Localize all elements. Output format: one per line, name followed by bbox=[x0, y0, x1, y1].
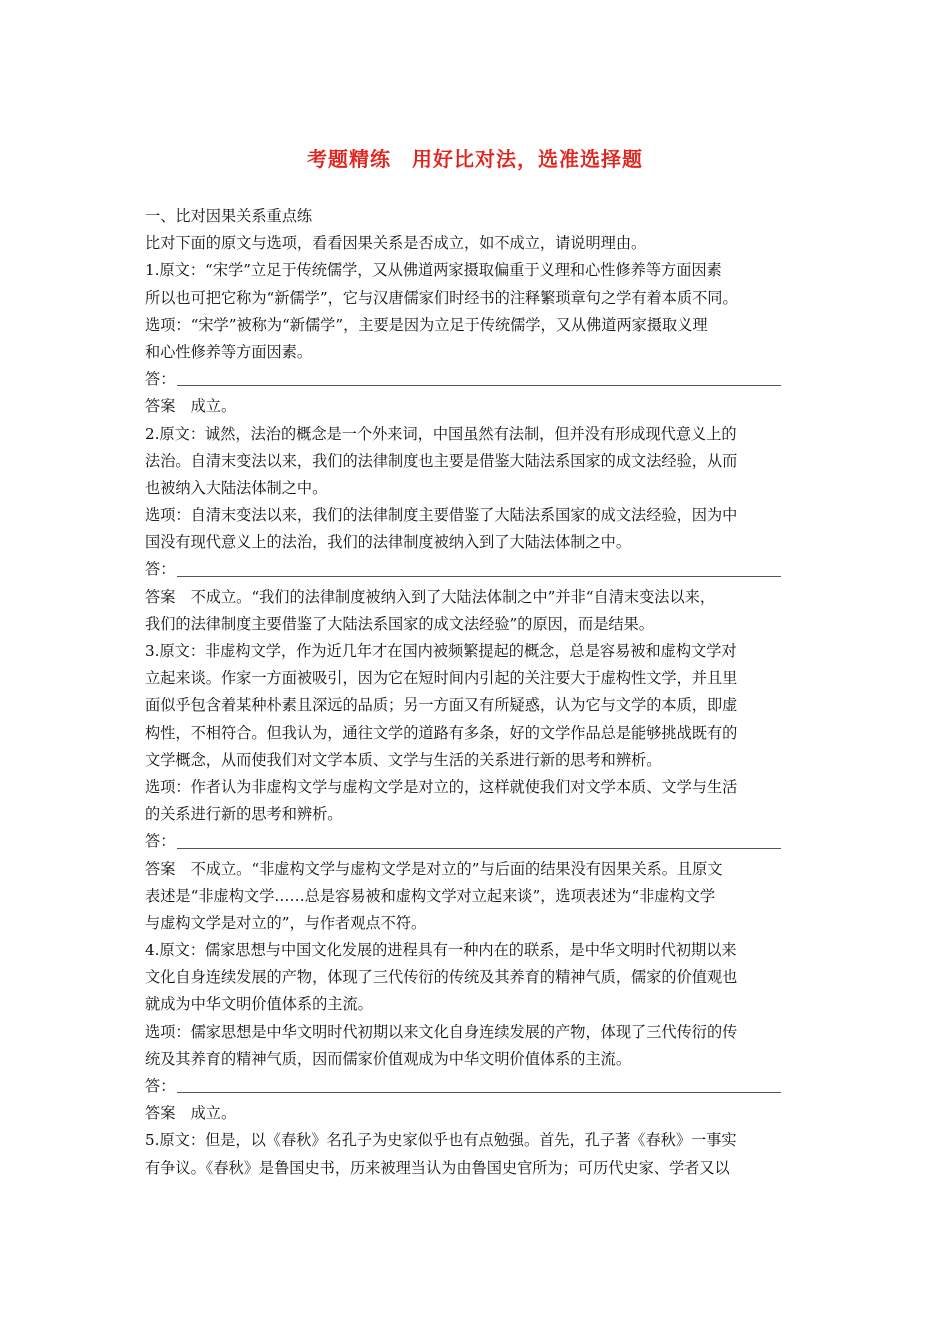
question-list bbox=[145, 257, 815, 1181]
option-text-line: 的关系进行新的思考和辨析。 bbox=[145, 805, 343, 824]
original-text-line: 1.原文：“宋学”立足于传统儒学，又从佛道两家摄取偏重于义理和心性修养等方面因素 bbox=[145, 261, 722, 280]
question-block bbox=[145, 1127, 815, 1181]
answer-blank[interactable] bbox=[145, 828, 815, 855]
answer-prefix: 答： bbox=[145, 560, 176, 579]
answer-underline[interactable] bbox=[177, 385, 781, 386]
answer-key-line: 表述是“非虚构文学……总是容易被和虚构文学对立起来谈”，选项表述为“非虚构文学 bbox=[145, 886, 716, 905]
answer-prefix: 答： bbox=[145, 832, 176, 851]
option-text-line: 选项：“宋学”被称为“新儒学”，主要是因为立足于传统儒学，又从佛道两家摄取义理 bbox=[145, 315, 708, 334]
answer-key-line: 答案 不成立。“非虚构文学与虚构文学是对立的”与后面的结果没有因果关系。且原文 bbox=[145, 859, 723, 878]
answer-blank[interactable] bbox=[145, 366, 815, 393]
original-text-line: 就成为中华文明价值体系的主流。 bbox=[145, 995, 373, 1014]
original-text-line: 也被纳入大陆法体制之中。 bbox=[145, 478, 328, 497]
original-text-line: 构性，不相符合。但我认为，通往文学的道路有多条，好的文学作品总是能够挑战既有的 bbox=[145, 723, 738, 742]
answer-key-line: 答案 不成立。“我们的法律制度被纳入到了大陆法体制之中”并非“自清末变法以来， bbox=[145, 587, 716, 606]
answer-underline[interactable] bbox=[177, 1092, 781, 1093]
option-text-line: 统及其养育的精神气质，因而儒家价值观成为中华文明价值体系的主流。 bbox=[145, 1049, 631, 1068]
answer-underline[interactable] bbox=[177, 848, 781, 849]
question-block bbox=[145, 421, 815, 639]
original-text-line: 面似乎包含着某种朴素且深远的品质；另一方面又有所疑惑，认为它与文学的本质，即虚 bbox=[145, 696, 738, 715]
section-heading: 一、比对因果关系重点练 bbox=[145, 207, 313, 225]
original-text-line: 5.原文：但是，以《春秋》名孔子为史家似乎也有点勉强。首先，孔子著《春秋》一事实 bbox=[145, 1131, 737, 1150]
option-text-line: 选项：儒家思想是中华文明时代初期以来文化自身连续发展的产物，体现了三代传衍的传 bbox=[145, 1022, 738, 1041]
answer-prefix: 答： bbox=[145, 1076, 176, 1095]
page-title: 考题精练 用好比对法，选准选择题 bbox=[307, 147, 643, 171]
instruction-text: 比对下面的原文与选项，看看因果关系是否成立，如不成立，请说明理由。 bbox=[145, 234, 647, 253]
answer-blank[interactable] bbox=[145, 556, 815, 583]
original-text-line: 法治。自清末变法以来，我们的法律制度也主要是借鉴大陆法系国家的成文法经验，从而 bbox=[145, 451, 738, 470]
original-text-line: 有争议。《春秋》是鲁国史书，历来被理当认为由鲁国史官所为；可历代史家、学者又以 bbox=[145, 1158, 730, 1177]
option-text-line: 国没有现代意义上的法治，我们的法律制度被纳入到了大陆法体制之中。 bbox=[145, 533, 631, 552]
option-text-line: 选项：自清末变法以来，我们的法律制度主要借鉴了大陆法系国家的成文法经验，因为中 bbox=[145, 506, 738, 525]
answer-key-line: 答案 成立。 bbox=[145, 1104, 237, 1123]
original-text-line: 所以也可把它称为“新儒学”，它与汉唐儒家们时经书的注释繁琐章句之学有着本质不同。 bbox=[145, 288, 738, 307]
original-text-line: 3.原文：非虚构文学，作为近几年才在国内被频繁提起的概念，总是容易被和虚构文学对 bbox=[145, 642, 737, 660]
original-text-line: 文学概念，从而使我们对文学本质、文学与生活的关系进行新的思考和辨析。 bbox=[145, 750, 662, 769]
option-text-line: 和心性修养等方面因素。 bbox=[145, 342, 313, 361]
original-text-line: 4.原文：儒家思想与中国文化发展的进程具有一种内在的联系，是中华文明时代初期以来 bbox=[145, 941, 737, 960]
question-block bbox=[145, 638, 815, 937]
answer-prefix: 答： bbox=[145, 370, 176, 389]
answer-key-line: 我们的法律制度主要借鉴了大陆法系国家的成文法经验”的原因，而是结果。 bbox=[145, 614, 654, 633]
answer-key-line: 与虚构文学是对立的”，与作者观点不符。 bbox=[145, 913, 427, 932]
answer-blank[interactable] bbox=[145, 1073, 815, 1100]
document-body bbox=[145, 203, 815, 1182]
question-block bbox=[145, 257, 815, 420]
original-text-line: 立起来谈。作家一方面被吸引，因为它在短时间内引起的关注要大于虚构性文学，并且里 bbox=[145, 669, 738, 688]
option-text-line: 选项：作者认为非虚构文学与虚构文学是对立的，这样就使我们对文学本质、文学与生活 bbox=[145, 777, 738, 796]
original-text-line: 文化自身连续发展的产物，体现了三代传衍的传统及其养育的精神气质，儒家的价值观也 bbox=[145, 968, 738, 987]
answer-key-line: 答案 成立。 bbox=[145, 397, 237, 416]
answer-underline[interactable] bbox=[177, 576, 781, 577]
question-block bbox=[145, 937, 815, 1127]
original-text-line: 2.原文：诚然，法治的概念是一个外来词，中国虽然有法制，但并没有形成现代意义上的 bbox=[145, 424, 737, 443]
